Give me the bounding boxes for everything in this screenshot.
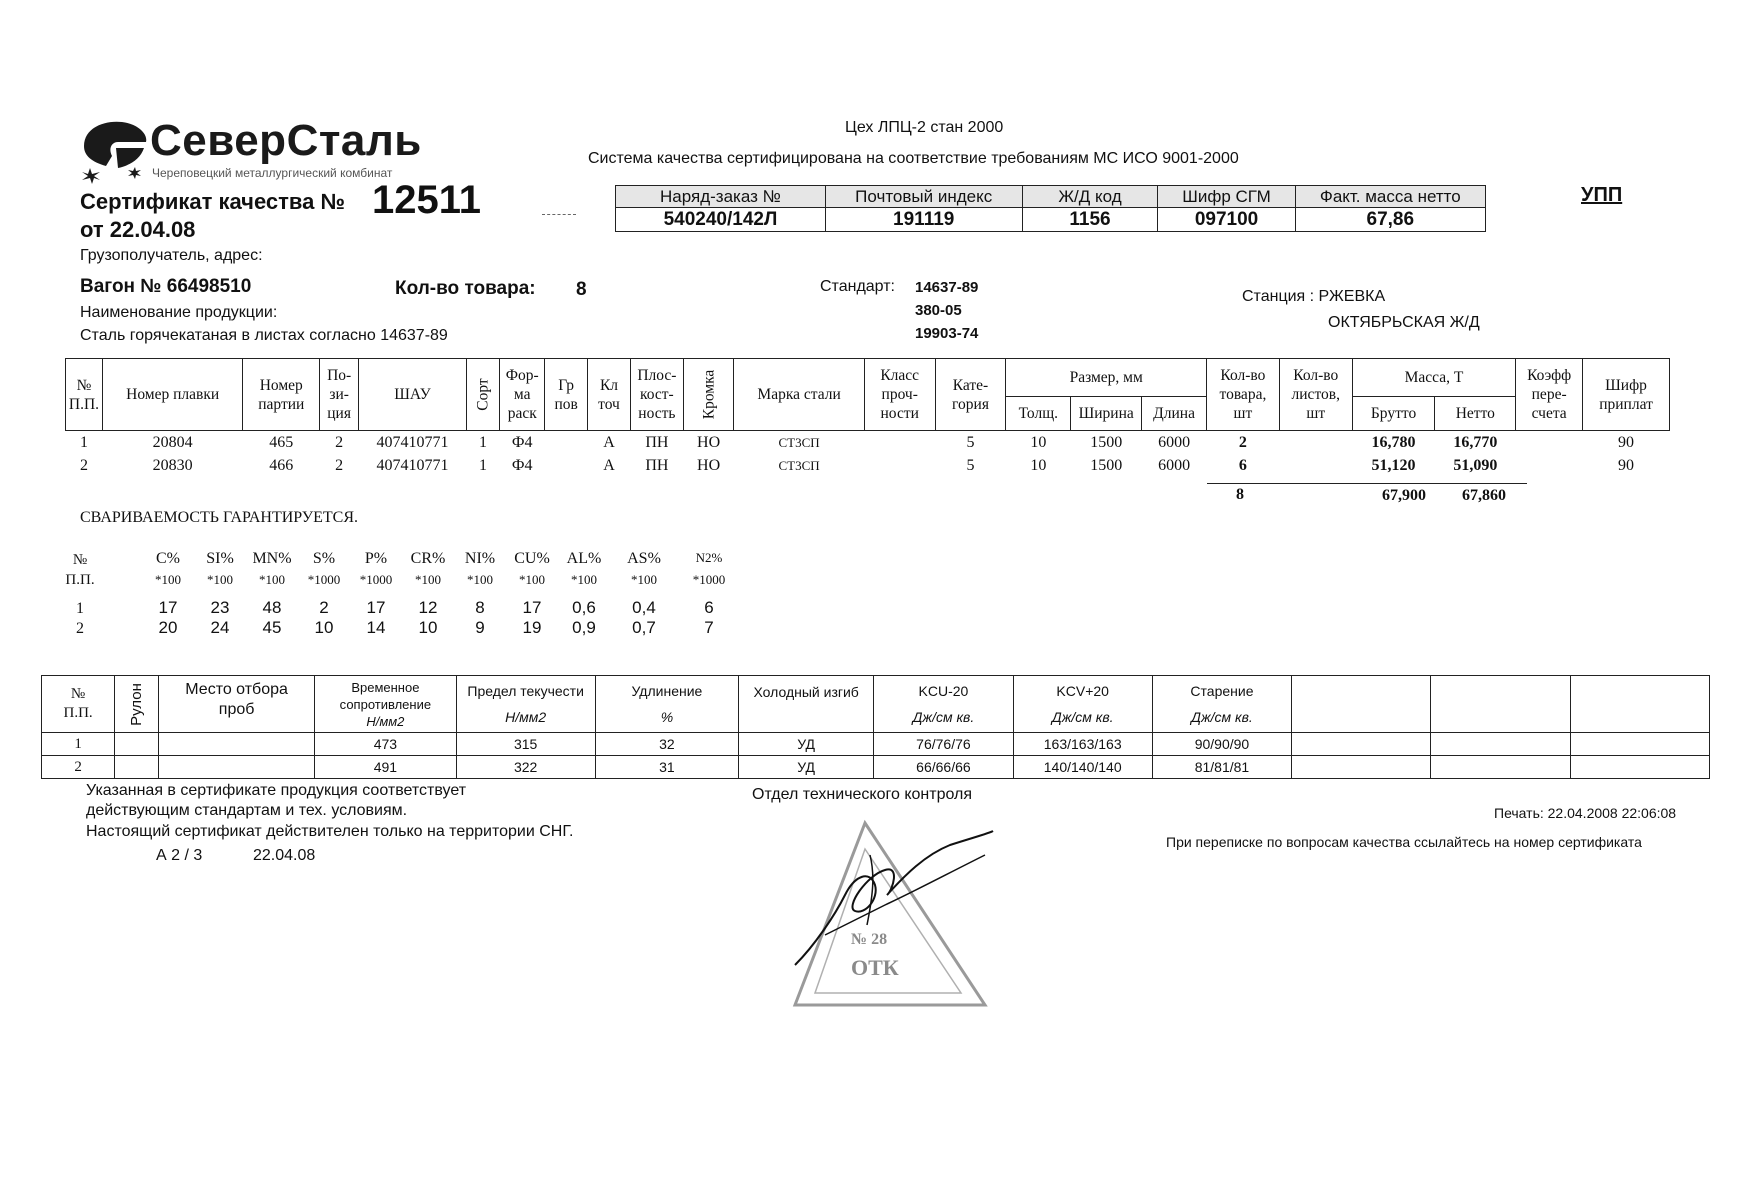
logo-brand: СеверСталь [150,116,422,165]
col-batch: Номер партии [243,359,320,431]
weldability-note: СВАРИВАЕМОСТЬ ГАРАНТИРУЕТСЯ. [80,509,359,526]
footer-ref-date: 22.04.08 [253,847,316,864]
otk-label: Отдел технического контроля [752,786,973,803]
mech-col-kcv: KCV+20 Дж/см кв. [1013,676,1152,733]
order-header-postcode: Почтовый индекс [825,186,1022,208]
table-row: 1 20804 465 2 407410771 1 Ф4 А ПН НО СТ3СП 5 10 1500 6000 2 16,780 16,770 90 [79,433,1635,451]
col-shau: ШАУ [359,359,467,431]
goods-count-label: Кол-во товара: [395,278,536,299]
total-qty: 8 [1236,486,1244,503]
certificate-date: от 22.04.08 [80,217,196,242]
signature-icon [775,815,1035,975]
wagon-number: Вагон № 66498510 [80,276,252,297]
col-thickness: Толщ. [1006,397,1071,431]
number-dash [542,214,576,215]
order-table [615,185,1486,232]
mech-col-tensile: Временное сопротивление Н/мм2 [315,676,456,733]
upp-label: УПП [1581,184,1623,206]
col-coef: Коэфф пере- счета [1516,359,1583,431]
standard-label: Стандарт: [820,278,895,295]
standard-2: 380-05 [915,302,962,319]
col-kl: Кл точ [588,359,631,431]
order-value-rail-code: 1156 [1022,208,1158,232]
col-gross: Брутто [1352,397,1435,431]
table-row: 2 491 322 31 УД 66/66/66 140/140/140 81/81/81 [42,756,1710,779]
workshop-label: Цех ЛПЦ-2 стан 2000 [845,119,1004,136]
mech-col-empty-2 [1431,676,1570,733]
stamp-number: № 28 [851,931,888,948]
station-label: Станция : РЖЕВКА [1242,288,1386,305]
mech-col-aging: Старение Дж/см кв. [1152,676,1291,733]
col-position: По- зи- ция [320,359,359,431]
col-size: Размер, мм [1006,359,1207,397]
goods-count: 8 [576,279,587,300]
product-table [65,358,1670,477]
standard-3: 19903-74 [915,325,979,342]
total-gross: 67,900 [1382,487,1426,504]
standard-1: 14637-89 [915,279,979,296]
col-category: Кате- гория [935,359,1006,431]
total-net: 67,860 [1462,487,1506,504]
mech-col-empty-1 [1292,676,1431,733]
chemistry-block: № П.П. 1 2 C% SI% MN% S% P% CR% NI% CU% AL% AS% N2% *100 *100 *100 *1000 *1000 *100 *100 *100 *100 *100 *1000 17 23 48 2 17 12 8 17 0,6 0,4 6 20 24 45 10 14 10 9 19 0,9 0,7 7 [52,550,752,650]
col-form: Фор- ма раск [500,359,545,431]
logo-subtitle: Череповецкий металлургический комбинат [152,166,393,180]
certificate-title: Сертификат качества № [80,189,346,214]
footer-ref: А 2 / 3 [156,847,203,864]
order-header-sgm: Шифр СГМ [1158,186,1295,208]
col-grade: Марка стали [734,359,864,431]
severstal-emblem-icon [78,116,152,188]
print-timestamp: Печать: 22.04.2008 22:06:08 [1494,805,1677,821]
col-heat: Номер плавки [102,359,242,431]
mech-col-place: Место отбора проб [158,676,314,733]
order-header-rail-code: Ж/Д код [1022,186,1158,208]
mech-col-no: № П.П. [42,676,115,733]
consignee-label: Грузополучатель, адрес: [80,247,263,264]
col-sheets: Кол-во листов, шт [1279,359,1352,431]
mechanical-table [41,675,1710,779]
company-logo [78,116,458,186]
product-label: Наименование продукции: [80,304,278,321]
quality-system-label: Система качества сертифицирована на соответствие требованиям МС ИСО 9001-2000 [588,150,1239,167]
stamp-otk: ОТК [851,955,899,980]
order-header-net-mass: Факт. масса нетто [1295,186,1485,208]
order-value-sgm: 097100 [1158,208,1295,232]
totals-line [1207,483,1527,484]
order-value-postcode: 191119 [825,208,1022,232]
col-gr: Гр пов [545,359,588,431]
mech-col-bend: Холодный изгиб [739,676,874,733]
col-width: Ширина [1071,397,1142,431]
col-strength: Класс проч- ности [864,359,935,431]
table-row: 1 473 315 32 УД 76/76/76 163/163/163 90/90/90 [42,733,1710,756]
col-edge: Кромка [683,359,734,431]
chem-grid: C% SI% MN% S% P% CR% NI% CU% AL% AS% N2% *100 *100 *100 *1000 *1000 *100 *100 *100 *100 *100 *1000 17 23 48 2 17 12 8 17 0,6 0,4 6 20 24 45 10 14 10 9 19 0,9 0,7 7 [155,550,726,637]
col-net: Нетто [1435,397,1516,431]
col-mass: Масса, Т [1352,359,1516,397]
col-length: Длина [1142,397,1207,431]
certificate-number: 12511 [372,178,482,222]
mech-col-roll: Рулон [115,676,159,733]
product-name: Сталь горячекатаная в листах согласно 14637-89 [80,327,448,344]
col-sort: Сорт [466,359,499,431]
order-value-order: 540240/142Л [616,208,826,232]
order-value-net-mass: 67,86 [1295,208,1485,232]
col-no: № П.П. [66,359,103,431]
railway-label: ОКТЯБРЬСКАЯ Ж/Д [1328,314,1480,331]
chem-no: № П.П. [65,552,95,588]
footer-line-1: Указанная в сертификате продукция соответствует [86,782,467,799]
col-flatness: Плос- кост- ность [630,359,683,431]
col-code: Шифр приплат [1583,359,1670,431]
mech-col-empty-3 [1570,676,1709,733]
mech-col-kcu: KCU-20 Дж/см кв. [874,676,1013,733]
correspondence-note: При переписке по вопросам качества ссылайтесь на номер сертификата [1166,834,1642,850]
footer-line-3: Настоящий сертификат действителен только на территории СНГ. [86,823,574,840]
col-qty: Кол-во товара, шт [1207,359,1280,431]
footer-line-2: действующим стандартам и тех. условиям. [86,802,408,819]
order-header-order: Наряд-заказ № [616,186,826,208]
mech-col-elongation: Удлинение % [595,676,738,733]
table-row: 2 20830 466 2 407410771 1 Ф4 А ПН НО СТ3СП 5 10 1500 6000 6 51,120 51,090 90 [79,456,1635,474]
otk-stamp [785,815,1005,1015]
mech-col-yield: Предел текучести Н/мм2 [456,676,595,733]
